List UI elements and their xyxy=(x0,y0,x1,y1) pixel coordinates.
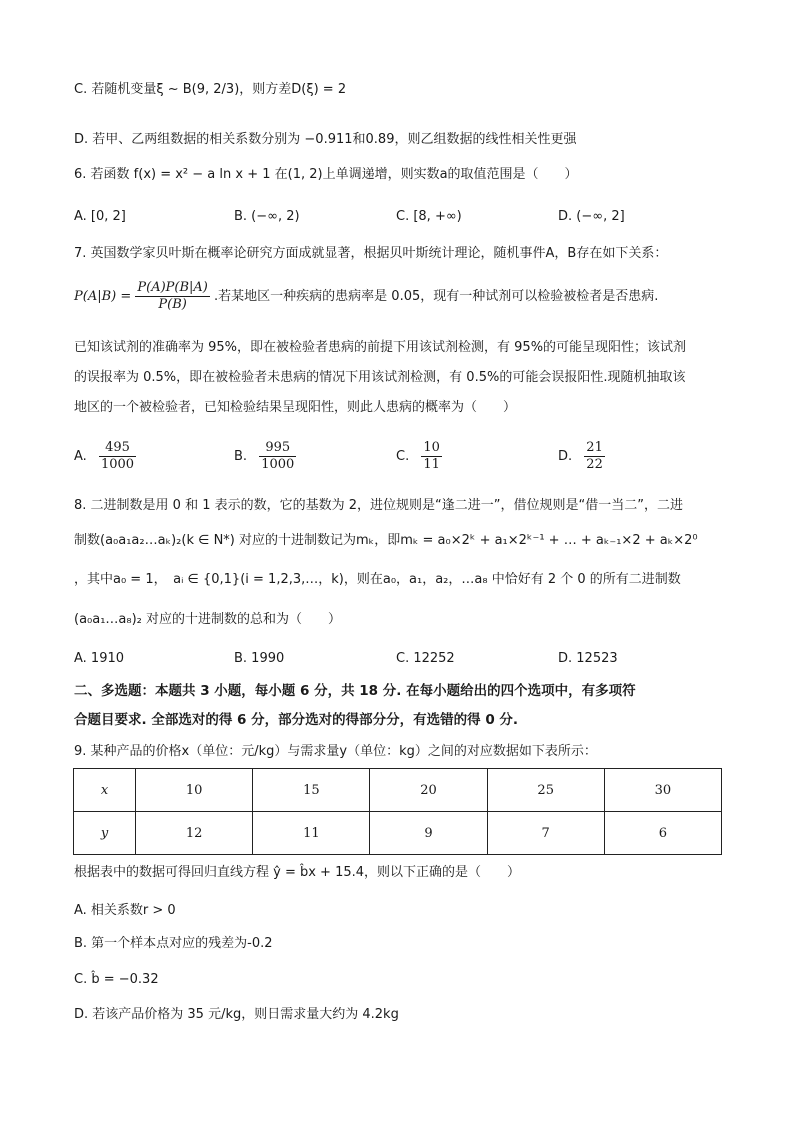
q7-option-b-fraction xyxy=(259,440,296,473)
q6-options xyxy=(74,203,724,231)
table-cell: y xyxy=(74,812,136,855)
q7-formula-numerator: P(A)P(B|A) xyxy=(137,280,208,295)
q7-option-d-num: 21 xyxy=(586,440,603,455)
q6-option-c: C. [8, +∞) xyxy=(396,209,462,224)
q9-option-d: D. 若该产品价格为 35 元/kg，则日需求量大约为 4.2kg xyxy=(74,1007,399,1022)
q7-stem-4: 的误报率为 0.5%，即在被检验者未患病的情况下用该试剂检测，有 0.5%的可能会误报阳性.现随机抽取该 xyxy=(74,370,686,385)
table-row-y xyxy=(74,812,722,855)
q7-option-b-label: B. xyxy=(234,449,248,464)
q7-option-d-label: D. xyxy=(558,449,573,464)
table-cell: x xyxy=(74,769,136,812)
q7-option-d-den: 22 xyxy=(586,457,603,472)
q8-option-a: A. 1910 xyxy=(74,651,125,666)
q5-option-d: D. 若甲、乙两组数据的相关系数分别为 −0.911和0.89，则乙组数据的线性相关性更强 xyxy=(74,132,577,147)
q7-option-a-fraction xyxy=(99,440,136,473)
q7-stem-1: 7. 英国数学家贝叶斯在概率论研究方面成就显著，根据贝叶斯统计理论，随机事件A，B存在如下关系： xyxy=(74,246,668,261)
q7-option-c-num: 10 xyxy=(423,440,440,455)
section-2-heading-line-2: 合题目要求. 全部选对的得 6 分，部分选对的得部分分，有选错的得 0 分. xyxy=(74,712,519,728)
q8-stem-1: 8. 二进制数是用 0 和 1 表示的数，它的基数为 2，进位规则是“逢二进一”，借位规则是“借一当二”，二进 xyxy=(74,498,683,513)
table-cell: 15 xyxy=(253,769,370,812)
q6-option-d: D. (−∞, 2] xyxy=(558,209,625,224)
q6-option-a: A. [0, 2] xyxy=(74,209,126,224)
q7-options xyxy=(74,437,724,477)
q7-option-d xyxy=(558,437,605,477)
q7-option-d-fraction xyxy=(584,440,605,473)
q9-stem: 9. 某种产品的价格x（单位：元/kg）与需求量y（单位：kg）之间的对应数据如下表所示： xyxy=(74,744,597,759)
q6-option-b: B. (−∞, 2) xyxy=(234,209,300,224)
q6-stem: 6. 若函数 f(x) = x² − a ln x + 1 在(1, 2)上单调递增，则实数a的取值范围是（ ） xyxy=(74,167,578,182)
q8-option-c: C. 12252 xyxy=(396,651,455,666)
table-cell: 7 xyxy=(487,812,604,855)
q8-options xyxy=(74,645,724,673)
table-cell: 25 xyxy=(487,769,604,812)
table-cell: 6 xyxy=(604,812,721,855)
q7-stem-5: 地区的一个被检验者，已知检验结果呈现阳性，则此人患病的概率为（ ） xyxy=(74,400,517,415)
q7-formula-fraction xyxy=(135,280,210,313)
q7-stem-2: .若某地区一种疾病的患病率是 0.05，现有一种试剂可以检验被检者是否患病. xyxy=(214,289,659,304)
q7-option-a-label: A. xyxy=(74,449,87,464)
table-cell: 30 xyxy=(604,769,721,812)
q9-after-table: 根据表中的数据可得回归直线方程 ŷ = b̂x + 15.4，则以下正确的是（ ） xyxy=(74,865,521,880)
table-cell: 9 xyxy=(370,812,487,855)
q9-option-c: C. b̂ = −0.32 xyxy=(74,972,159,987)
q9-option-a: A. 相关系数r > 0 xyxy=(74,903,176,918)
q7-option-b-den: 1000 xyxy=(261,457,295,472)
q7-option-a xyxy=(74,437,136,477)
table-cell: 20 xyxy=(370,769,487,812)
q8-stem-4: (a₀a₁…a₈)₂ 对应的十进制数的总和为（ ） xyxy=(74,612,342,627)
q7-stem-3: 已知该试剂的准确率为 95%，即在被检验者患病的前提下用该试剂检测，有 95%的可能呈现阳性；该试剂 xyxy=(74,340,687,355)
q7-option-b xyxy=(234,437,296,477)
q7-option-a-den: 1000 xyxy=(100,457,135,472)
q7-option-c-fraction xyxy=(421,440,442,473)
q8-stem-2: 制数(a₀a₁a₂…aₖ)₂(k ∈ N*) 对应的十进制数记为mₖ，即mₖ = a₀×2ᵏ + a₁×2ᵏ⁻¹ + … + aₖ₋₁×2 + aₖ×2⁰ xyxy=(74,533,698,548)
table-row-x xyxy=(74,769,722,812)
q8-stem-3: ，其中a₀ = 1， aᵢ ∈ {0,1}(i = 1,2,3,…，k)，则在a₀，a₁，a₂，…a₈ 中恰好有 2 个 0 的所有二进制数 xyxy=(74,572,681,587)
q7-option-c-den: 11 xyxy=(423,457,440,472)
q7-option-c-label: C. xyxy=(396,449,410,464)
q9-data-table xyxy=(73,768,722,855)
q7-option-c xyxy=(396,437,442,477)
q7-option-b-num: 995 xyxy=(259,440,296,457)
q7-bayes-formula xyxy=(74,277,658,317)
q7-formula-lhs: P(A|B) = xyxy=(74,289,132,304)
q8-option-b: B. 1990 xyxy=(234,651,285,666)
q9-option-b: B. 第一个样本点对应的残差为-0.2 xyxy=(74,936,273,951)
table-cell: 11 xyxy=(253,812,370,855)
q8-option-d: D. 12523 xyxy=(558,651,618,666)
section-2-heading-line-1: 二、多选题：本题共 3 小题，每小题 6 分，共 18 分. 在每小题给出的四个选项中，有多项符 xyxy=(74,683,636,699)
q5-option-c: C. 若随机变量ξ ~ B(9, 2/3)，则方差D(ξ) = 2 xyxy=(74,82,347,97)
table-cell: 10 xyxy=(136,769,253,812)
q7-option-a-num: 495 xyxy=(99,440,136,457)
q7-formula-denominator: P(B) xyxy=(158,297,187,312)
table-cell: 12 xyxy=(136,812,253,855)
